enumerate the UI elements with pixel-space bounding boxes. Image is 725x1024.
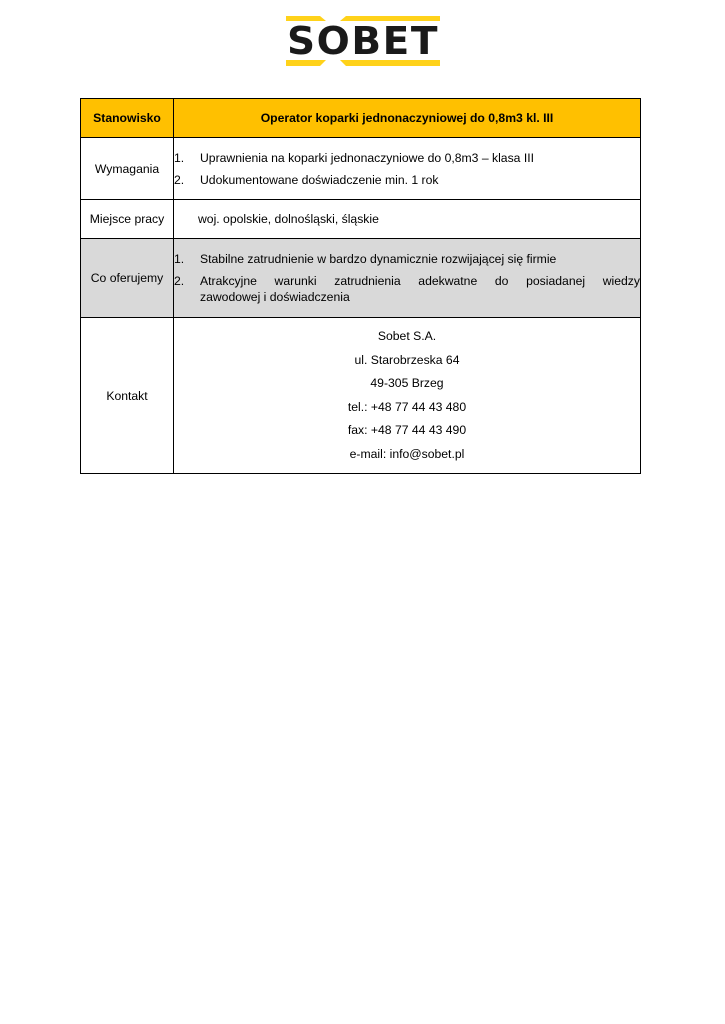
contact-email: e-mail: info@sobet.pl — [349, 446, 465, 461]
list-item — [174, 150, 640, 166]
contact-label: Kontakt — [81, 318, 174, 474]
requirements-cell — [174, 138, 641, 200]
list-item-number: 1. — [174, 252, 185, 266]
sobet-logo-graphic — [286, 16, 440, 66]
logo-wordmark: SOBET — [287, 19, 439, 63]
list-item — [174, 273, 640, 305]
list-item — [174, 251, 640, 267]
list-item-number: 1. — [174, 150, 185, 165]
contact-company: Sobet S.A. — [377, 329, 437, 343]
table-row-requirements — [81, 138, 641, 200]
offer-label: Co oferujemy — [81, 239, 174, 318]
table-row-position — [81, 99, 641, 138]
list-item-number: 2. — [174, 274, 185, 288]
position-value: Operator koparki jednonaczyniowej do 0,8m3 kl. III — [174, 99, 641, 138]
contact-phone: tel.: +48 77 44 43 480 — [347, 399, 467, 414]
workplace-value: woj. opolskie, dolnośląski, śląskie — [174, 200, 641, 239]
list-item-number: 2. — [174, 172, 185, 187]
list-item-text-line: zawodowej i doświadczenia — [200, 290, 350, 304]
list-item-text: Udokumentowane doświadczenie min. 1 rok — [200, 172, 439, 187]
list-item-text: Stabilne zatrudnienie w bardzo dynamicznie rozwijającej się firmie — [200, 252, 557, 266]
list-item-text-line: Atrakcyjne warunki zatrudnienia adekwatne do posiadanej wiedzy — [200, 274, 640, 288]
list-item-text: Uprawnienia na koparki jednonaczyniowe do 0,8m3 – klasa III — [200, 150, 534, 165]
position-label: Stanowisko — [81, 99, 174, 138]
requirements-list — [174, 150, 640, 188]
contact-street: ul. Starobrzeska 64 — [354, 352, 460, 367]
table-row-workplace — [81, 200, 641, 239]
sobet-logo — [286, 16, 440, 66]
contact-fax: fax: +48 77 44 43 490 — [347, 423, 467, 437]
requirements-label: Wymagania — [81, 138, 174, 200]
offer-cell — [174, 239, 641, 318]
offer-list — [174, 251, 640, 305]
job-offer-table — [80, 98, 641, 474]
contact-cell — [174, 318, 641, 474]
contact-city: 49-305 Brzeg — [370, 376, 444, 390]
table-row-offer — [81, 239, 641, 318]
list-item — [174, 172, 640, 188]
workplace-label: Miejsce pracy — [81, 200, 174, 239]
table-row-contact — [81, 318, 641, 474]
